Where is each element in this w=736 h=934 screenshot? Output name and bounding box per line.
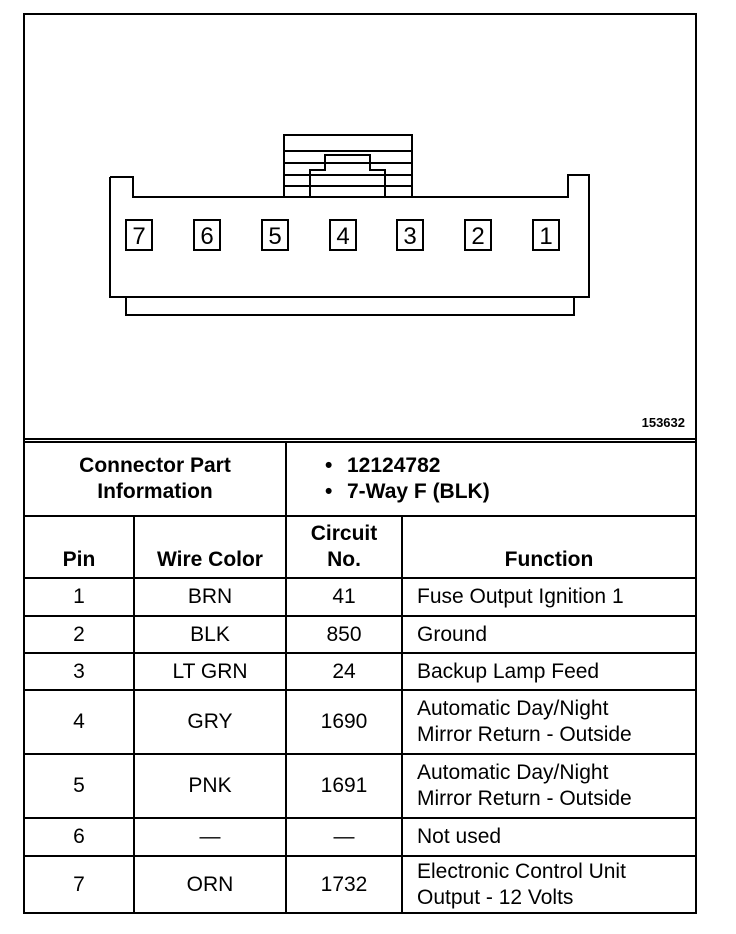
pin-cell-1 [533, 220, 559, 250]
function-line: Fuse Output Ignition 1 [417, 585, 624, 608]
wire-color-cell: — [134, 818, 286, 856]
pin-cell-label: 6 [200, 223, 214, 250]
header-function: Function [402, 516, 695, 578]
circuit-cell: 1690 [286, 690, 402, 754]
connector-type [325, 479, 685, 505]
part-number [325, 453, 685, 479]
function-cell [402, 856, 695, 913]
pin-cell: 4 [25, 690, 134, 754]
connector-diagram-frame [23, 13, 697, 914]
pin-cell-6 [194, 220, 220, 250]
pin-cell-label: 7 [132, 223, 146, 250]
function-line: Ground [417, 622, 488, 646]
circuit-cell: — [286, 818, 402, 856]
pin-cell-label: 3 [403, 223, 417, 250]
pin-cell-5 [262, 220, 288, 250]
bullet: • [325, 454, 333, 477]
pin-cell-7 [126, 220, 152, 250]
circuit-cell: 1691 [286, 754, 402, 818]
part-info-values [286, 442, 695, 516]
table-row [25, 616, 695, 653]
header-circuit-line2: No. [327, 548, 361, 571]
connector-type-value: 7-Way F (BLK) [347, 480, 490, 503]
connector-face-diagram [25, 15, 695, 441]
connector-face-svg [25, 15, 695, 441]
pin-cell-label: 4 [336, 223, 350, 250]
circuit-cell: 850 [286, 616, 402, 653]
pin-rows [25, 578, 695, 913]
wire-color-cell: BRN [134, 578, 286, 616]
pin-cell-label: 2 [471, 223, 485, 250]
pin-cell-4 [330, 220, 356, 250]
connector-latch [284, 135, 412, 197]
function-cell [402, 653, 695, 690]
function-line: Not used [417, 825, 502, 848]
pin-cell: 1 [25, 578, 134, 616]
connector-info-table [25, 441, 695, 913]
header-wire-color: Wire Color [134, 516, 286, 578]
circuit-cell: 41 [286, 578, 402, 616]
wire-color-cell: LT GRN [134, 653, 286, 690]
header-circuit-line1: Circuit [310, 522, 378, 545]
function-line: Output - 12 Volts [417, 886, 574, 909]
table-row [25, 690, 695, 754]
wire-color-cell: ORN [134, 856, 286, 913]
function-line: Mirror Return - Outside [417, 723, 632, 746]
part-number-value: 12124782 [347, 454, 441, 477]
function-line: Automatic Day/Night [417, 761, 609, 784]
function-cell [402, 616, 695, 653]
table-row [25, 754, 695, 818]
part-info-row [25, 442, 695, 516]
pin-cell: 2 [25, 616, 134, 653]
circuit-cell: 24 [286, 653, 402, 690]
function-cell [402, 578, 695, 616]
header-pin: Pin [25, 516, 134, 578]
function-cell [402, 818, 695, 856]
part-info-label-line1: Connector Part [79, 454, 231, 477]
header-circuit [286, 516, 402, 578]
table-row [25, 653, 695, 690]
pin-cell: 7 [25, 856, 134, 913]
pin-cell-label: 5 [268, 223, 282, 250]
bullet: • [325, 480, 333, 503]
function-line: Automatic Day/Night [417, 697, 609, 720]
pin-cell-2 [465, 220, 491, 250]
function-line: Mirror Return - Outside [417, 787, 632, 810]
table-row [25, 818, 695, 856]
pin-cell-label: 1 [539, 223, 553, 250]
function-cell [402, 690, 695, 754]
wire-color-cell: PNK [134, 754, 286, 818]
circuit-cell: 1732 [286, 856, 402, 913]
pin-cell: 5 [25, 754, 134, 818]
function-line: Backup Lamp Feed [417, 659, 600, 683]
pin-cell-3 [397, 220, 423, 250]
pin-cell: 6 [25, 818, 134, 856]
part-info-label-line2: Information [97, 480, 213, 503]
pin-cells [126, 220, 559, 250]
wire-color-cell: BLK [134, 616, 286, 653]
table-row [25, 578, 695, 616]
header-row [25, 516, 695, 578]
wire-color-cell: GRY [134, 690, 286, 754]
figure-number: 153632 [641, 415, 685, 430]
table-row [25, 856, 695, 913]
function-line: Electronic Control Unit [417, 860, 626, 883]
pin-cell: 3 [25, 653, 134, 690]
part-info-label [25, 442, 286, 516]
function-cell [402, 754, 695, 818]
